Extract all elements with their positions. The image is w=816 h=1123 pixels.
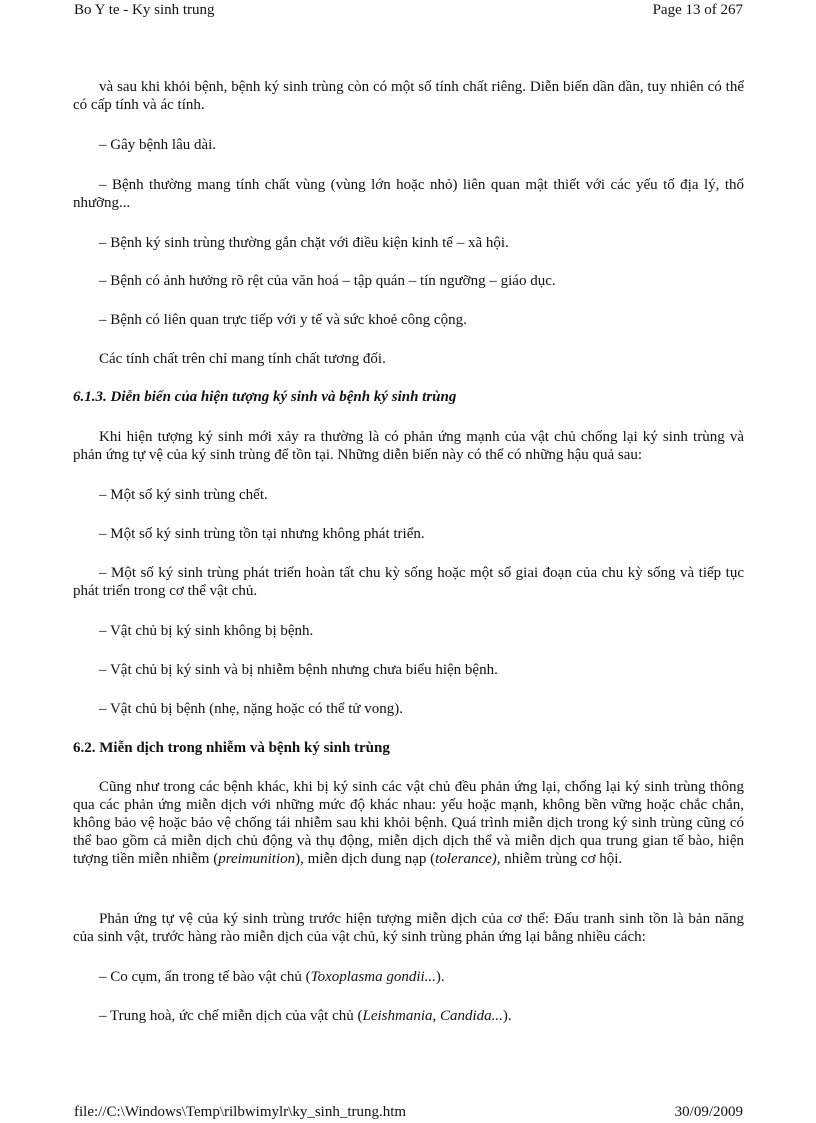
italic-term: Toxoplasma gondii...: [310, 969, 436, 985]
list-item: [73, 968, 744, 986]
italic-term: preimunition: [218, 851, 296, 867]
section-heading: 6.1.3. Diễn biến của hiện tượng ký sinh và bệnh ký sinh trùng: [73, 389, 457, 405]
paragraph: [73, 778, 744, 868]
list-item: – Bệnh có ảnh hưởng rõ rệt của văn hoá – tập quán – tín ngưỡng – giáo dục.: [99, 273, 556, 289]
list-item: – Vật chủ bị ký sinh không bị bệnh.: [99, 623, 314, 639]
list-item: – Bệnh có liên quan trực tiếp với y tế và sức khoẻ công cộng.: [99, 312, 467, 328]
italic-term: tolerance),: [435, 851, 501, 867]
text-run: ).: [502, 1008, 512, 1024]
paragraph: Phản ứng tự vệ của ký sinh trùng trước hiện tượng miễn dịch của cơ thể: Đấu tranh sinh tồn là bản năng của sinh vật, trước hàng rào miễn dịch của vật chủ, ký sinh trùng phản ứng lại bằng nhiều cách:: [73, 911, 744, 945]
list-item: – Bệnh ký sinh trùng thường gắn chặt với điều kiện kinh tế – xã hội.: [99, 235, 509, 251]
list-item: – Vật chủ bị ký sinh và bị nhiễm bệnh nhưng chưa biểu hiện bệnh.: [99, 662, 498, 678]
section-heading: 6.2. Miễn dịch trong nhiễm và bệnh ký sinh trùng: [73, 740, 390, 756]
paragraph: Các tính chất trên chỉ mang tính chất tương đối.: [99, 351, 386, 367]
page-number: Page 13 of 267: [652, 2, 743, 18]
text-run: ).: [435, 969, 445, 985]
list-item: – Một số ký sinh trùng phát triển hoàn tất chu kỳ sống hoặc một số giai đoạn của chu kỳ sống và tiếp tục phát triển trong cơ thể vật chủ.: [73, 565, 744, 599]
list-item: [73, 1007, 744, 1025]
paragraph: và sau khi khỏi bệnh, bệnh ký sinh trùng còn có một số tính chất riêng. Diễn biến dần dần, tuy nhiên có thể có cấp tính và ác tính.: [73, 79, 744, 113]
print-date: 30/09/2009: [674, 1104, 743, 1120]
file-path: file://C:\Windows\Temp\rilbwimylr\ky_sinh_trung.htm: [74, 1104, 407, 1120]
list-item: – Một số ký sinh trùng chết.: [99, 487, 268, 503]
paragraph: Khi hiện tượng ký sinh mới xảy ra thường là có phản ứng mạnh của vật chủ chống lại ký sinh trùng và phản ứng tự vệ của ký sinh trùng để tồn tại. Những diễn biến này có thể có những hậu quả sau:: [73, 429, 744, 463]
page-header: [74, 2, 743, 19]
page-footer: [74, 1104, 743, 1121]
document-title: Bo Y te - Ky sinh trung: [74, 2, 215, 18]
list-item: – Vật chủ bị bệnh (nhẹ, nặng hoặc có thể tử vong).: [99, 701, 404, 717]
list-item: – Một số ký sinh trùng tồn tại nhưng không phát triển.: [99, 526, 425, 542]
text-run: nhiễm trùng cơ hội.: [500, 851, 623, 867]
list-item: – Bệnh thường mang tính chất vùng (vùng lớn hoặc nhỏ) liên quan mật thiết với các yếu tố địa lý, thổ nhưỡng...: [73, 177, 744, 211]
list-item: – Gây bệnh lâu dài.: [99, 137, 217, 153]
text-run: ), miễn dịch dung nạp (: [295, 851, 436, 867]
text-run: – Co cụm, ẩn trong tế bào vật chủ (: [99, 969, 311, 985]
text-run: Cũng như trong các bệnh khác, khi bị ký sinh các vật chủ đều phản ứng lại, chống lại ký sinh trùng thông qua các phản ứng miễn dịch với những mức độ khác nhau: yếu hoặc mạnh, không bền vững hoặc chắc chắn, không bảo vệ hoặc bảo vệ chống tái nhiễm sau khi khỏi bệnh. Quá trình miễn dịch trong ký sinh trùng cũng có thể bao gồm cả miễn dịch chủ động và thụ động, miễn dịch dịch thể và miễn dịch qua trung gian tế bào, hiện tượng tiền miễn nhiễm (: [73, 779, 744, 867]
text-run: – Trung hoà, ức chế miễn dịch của vật chủ (: [99, 1008, 363, 1024]
italic-term: Leishmania, Candida...: [362, 1008, 503, 1024]
